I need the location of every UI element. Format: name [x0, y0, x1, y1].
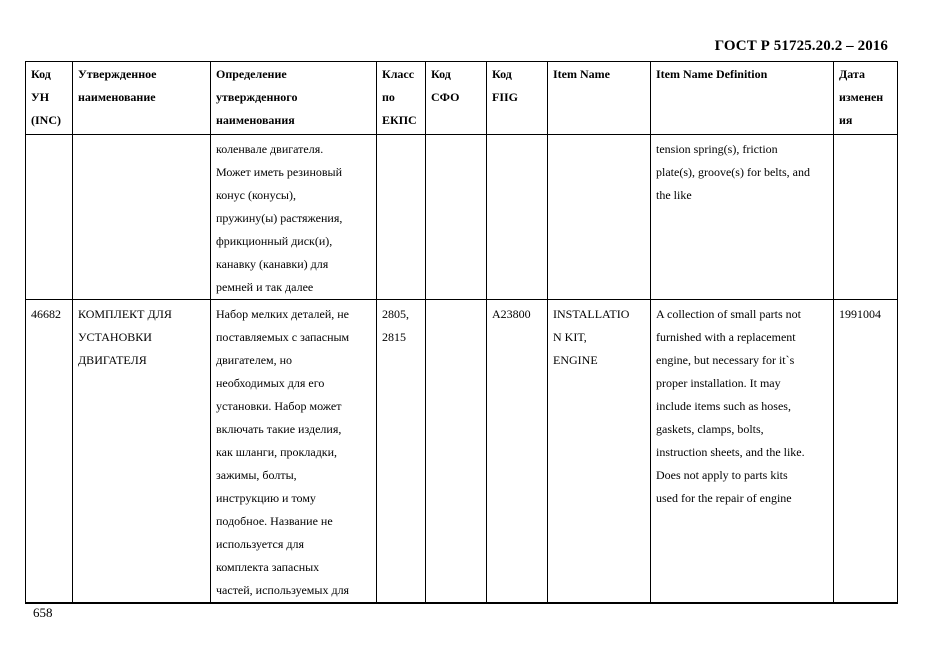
text-line: УН	[31, 90, 50, 104]
cell-sfo	[426, 300, 487, 604]
text-line: Утвержденное	[78, 67, 157, 81]
standard-designation: ГОСТ Р 51725.20.2 – 2016	[714, 38, 888, 54]
text-line: Код	[31, 67, 51, 81]
header-definition-ru	[211, 62, 377, 135]
text-line: коленвале двигателя.	[216, 142, 324, 156]
text-line: Может иметь резиновый	[216, 165, 343, 179]
cell-approved-name	[73, 300, 211, 604]
text-line: инструкцию и тому	[216, 491, 316, 505]
text-line: used for the repair of engine	[656, 491, 792, 505]
text-line: Определение	[216, 67, 287, 81]
text-line: furnished with a replacement	[656, 330, 796, 344]
text-line: A collection of small parts not	[656, 307, 801, 321]
cell-definition-en	[651, 135, 834, 300]
text-line: пружину(ы) растяжения,	[216, 211, 343, 225]
text-line: Item Name	[553, 67, 610, 81]
cell-fiig	[487, 135, 548, 300]
text-line: Дата	[839, 67, 865, 81]
text-line: КОМПЛЕКТ ДЛЯ	[78, 307, 172, 321]
text-line: частей, используемых для	[216, 583, 350, 597]
text-line: tension spring(s), friction	[656, 142, 778, 156]
text-line: 2805,	[382, 307, 409, 321]
text-line: INSTALLATIO	[553, 307, 630, 321]
text-line: instruction sheets, and the like.	[656, 445, 805, 459]
text-line: the like	[656, 188, 692, 202]
cell-definition-en	[651, 300, 834, 604]
cell-change-date: 1991004	[834, 300, 898, 604]
text-line: наименования	[216, 113, 295, 127]
text-line: по	[382, 90, 395, 104]
text-line: поставляемых с запасным	[216, 330, 350, 344]
text-line: ENGINE	[553, 353, 598, 367]
cell-fiig: A23800	[487, 300, 548, 604]
text-line: подобное. Название не	[216, 514, 333, 528]
text-line: (INC)	[31, 113, 61, 127]
nomenclature-table	[25, 61, 898, 604]
text-line: plate(s), groove(s) for belts, and	[656, 165, 810, 179]
text-line: 2815	[382, 330, 406, 344]
text-line: установки. Набор может	[216, 399, 342, 413]
cell-inc: 46682	[26, 300, 73, 604]
cell-class	[377, 135, 426, 300]
text-line: Код	[492, 67, 512, 81]
text-line: необходимых для его	[216, 376, 325, 390]
text-line: ЕКПС	[382, 113, 417, 127]
header-class	[377, 62, 426, 135]
header-fiig	[487, 62, 548, 135]
text-line: как шланги, прокладки,	[216, 445, 338, 459]
text-line: включать такие изделия,	[216, 422, 342, 436]
cell-inc	[26, 135, 73, 300]
header-item-name	[548, 62, 651, 135]
text-line: канавку (канавки) для	[216, 257, 329, 271]
text-line: наименование	[78, 90, 156, 104]
text-line: фрикционный диск(и),	[216, 234, 333, 248]
header-inc	[26, 62, 73, 135]
cell-change-date	[834, 135, 898, 300]
text-line: ия	[839, 113, 853, 127]
text-line: include items such as hoses,	[656, 399, 791, 413]
cell-item-name	[548, 135, 651, 300]
table-row	[26, 300, 898, 604]
text-line: Item Name Definition	[656, 67, 768, 81]
header-sfo	[426, 62, 487, 135]
text-line: изменен	[839, 90, 884, 104]
text-line: конус (конусы),	[216, 188, 296, 202]
text-line: N KIT,	[553, 330, 587, 344]
cell-definition-ru	[211, 300, 377, 604]
header-change-date	[834, 62, 898, 135]
text-line: proper installation. It may	[656, 376, 781, 390]
text-line: зажимы, болты,	[216, 468, 297, 482]
text-line: комплекта запасных	[216, 560, 320, 574]
cell-approved-name	[73, 135, 211, 300]
cell-item-name	[548, 300, 651, 604]
text-line: двигателем, но	[216, 353, 293, 367]
text-line: используется для	[216, 537, 304, 551]
text-line: СФО	[431, 90, 460, 104]
table-row-continuation	[26, 135, 898, 300]
header-item-name-definition	[651, 62, 834, 135]
text-line: Набор мелких деталей, не	[216, 307, 349, 321]
cell-sfo	[426, 135, 487, 300]
text-line: Does not apply to parts kits	[656, 468, 788, 482]
text-line: FIIG	[492, 90, 519, 104]
header-approved-name	[73, 62, 211, 135]
cell-class	[377, 300, 426, 604]
text-line: ремней и так далее	[216, 280, 314, 294]
text-line: gaskets, clamps, bolts,	[656, 422, 764, 436]
text-line: УСТАНОВКИ	[78, 330, 152, 344]
text-line: Код	[431, 67, 451, 81]
text-line: ДВИГАТЕЛЯ	[78, 353, 147, 367]
page-number: 658	[33, 605, 53, 620]
text-line: Класс	[382, 67, 415, 81]
cell-definition-ru	[211, 135, 377, 300]
table-header-row	[26, 62, 898, 135]
text-line: утвержденного	[216, 90, 298, 104]
text-line: engine, but necessary for it`s	[656, 353, 795, 367]
